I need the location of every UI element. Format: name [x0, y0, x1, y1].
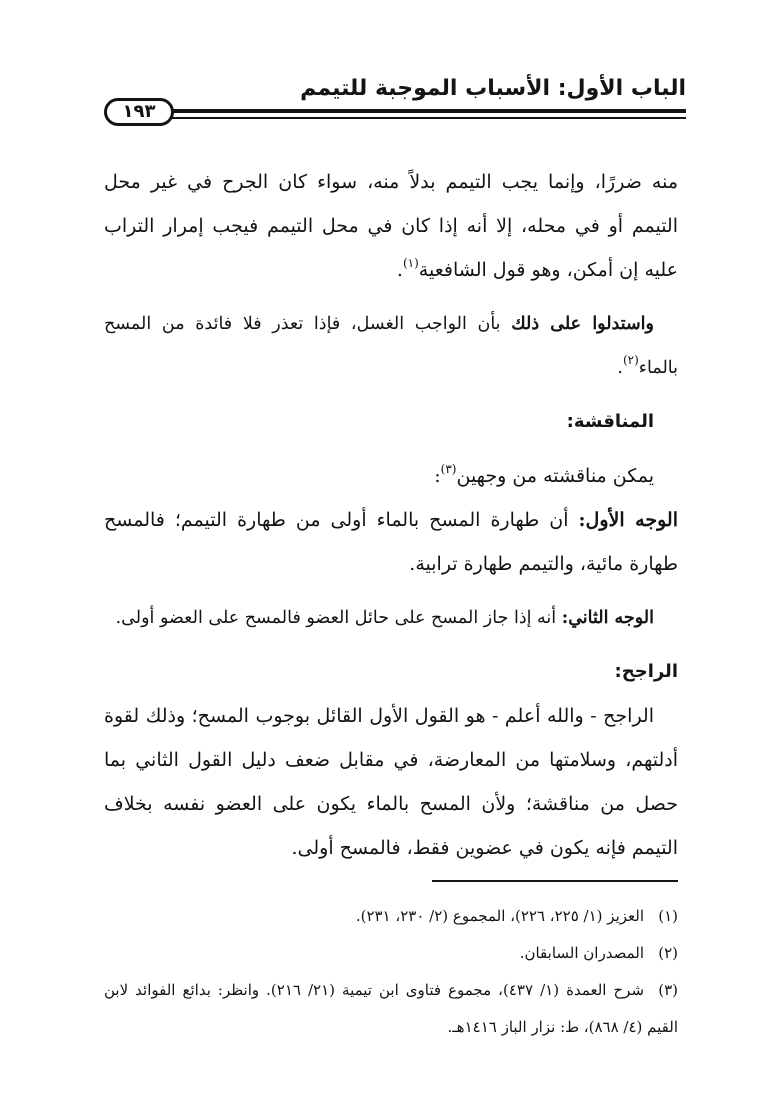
- paragraph-3-text: يمكن مناقشته من وجهين: [456, 465, 654, 487]
- footnote-3: [104, 972, 678, 1046]
- paragraph-4-text: أن طهارة المسح بالماء أولى من طهارة التيمم؛ فالمسح طهارة مائية، والتيمم طهارة ترابية.: [104, 509, 678, 575]
- paragraph-4-lead: الوجه الأول:: [578, 509, 679, 531]
- footnotes: [104, 898, 678, 1046]
- page-number: ١٩٣: [104, 98, 174, 126]
- chapter-title: الباب الأول: الأسباب الموجبة للتيمم: [300, 76, 686, 101]
- footnote-1: [104, 898, 678, 935]
- heading-discussion: المناقشة:: [566, 411, 654, 432]
- paragraph-6: الراجح - والله أعلم - هو القول الأول القائل بوجوب المسح؛ وذلك لقوة أدلتهم، وسلامتها من المعارضة، في مقابل ضعف دليل القول الثاني بما حصل من مناقشة؛ ولأن المسح بالماء يكون على العضو نفسه بخلاف التيمم فإنه يكون في عضوين فقط، فالمسح أولى.: [104, 705, 678, 859]
- paragraph-2-text: بأن الواجب الغسل، فإذا تعذر فلا فائدة من المسح بالماء: [104, 314, 678, 378]
- page-header: [104, 70, 686, 130]
- footnote-1-text: العزيز (١/ ٢٢٥، ٢٢٦)، المجموع (٢/ ٢٣٠، ٢٣١).: [355, 907, 644, 925]
- heading-preferred: الراجح:: [614, 661, 678, 682]
- footnote-3-text: شرح العمدة (١/ ٤٣٧)، مجموع فتاوى ابن تيمية (٢١/ ٢١٦). وانظر: بدائع الفوائد لابن القيم (٤/ ٨٦٨)، ط: نزار الباز ١٤١٦هـ.: [104, 981, 678, 1036]
- footnote-1-number: (١): [658, 907, 678, 925]
- footnote-ref-2: (٢): [622, 353, 639, 367]
- footnote-3-number: (٣): [658, 981, 679, 999]
- paragraph-1-end: .: [396, 259, 403, 281]
- footnote-ref-1: (١): [402, 256, 419, 270]
- footnote-2: [104, 935, 678, 972]
- footnote-separator: [432, 880, 678, 882]
- paragraph-2-lead: واستدلوا على ذلك: [511, 314, 654, 334]
- footnote-2-text: المصدران السابقان.: [519, 944, 644, 962]
- paragraph-3-end: :: [434, 465, 441, 487]
- paragraph-5-text: أنه إذا جاز المسح على حائل العضو فالمسح على العضو أولى.: [115, 608, 562, 628]
- paragraph-2-end: .: [617, 358, 623, 378]
- footnote-2-number: (٢): [658, 944, 678, 962]
- paragraph-2: [104, 302, 678, 390]
- paragraph-3: [104, 454, 678, 498]
- paragraph-5-lead: الوجه الثاني:: [561, 608, 654, 628]
- header-rule-thick: [164, 109, 686, 113]
- paragraph-4: [104, 498, 678, 586]
- header-rule-thin: [164, 117, 686, 119]
- paragraph-1: [104, 160, 678, 292]
- paragraph-1-text: منه ضررًا، وإنما يجب التيمم بدلاً منه، سواء كان الجرح في غير محل التيمم أو في محله، إلا أنه إذا كان في محل التيمم فيجب إمرار التراب عليه إن أمكن، وهو قول الشافعية: [104, 171, 678, 281]
- main-text: [104, 160, 678, 870]
- footnote-ref-3: (٣): [440, 462, 457, 476]
- paragraph-5: [104, 596, 678, 640]
